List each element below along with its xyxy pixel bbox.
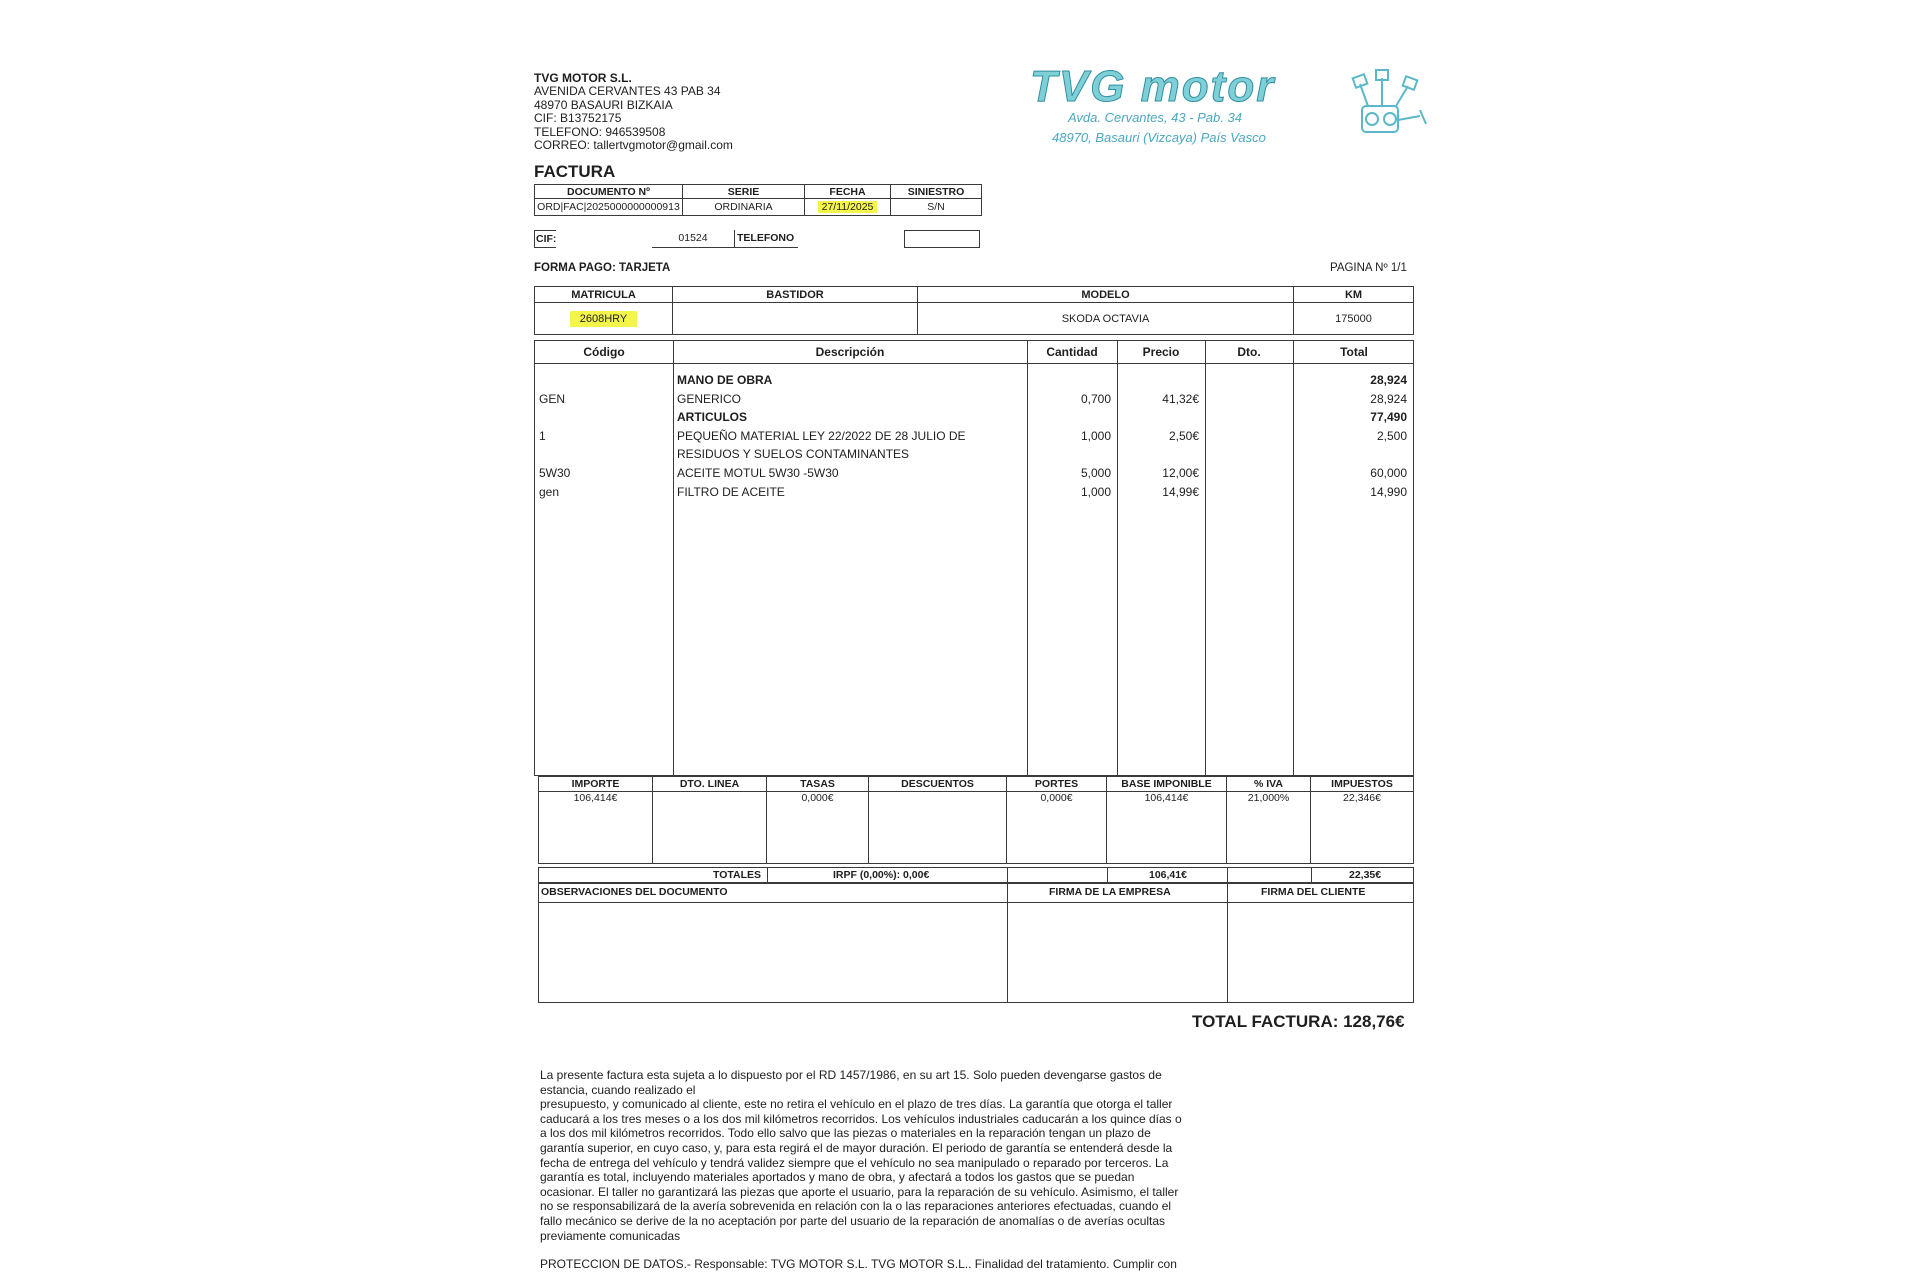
header-serie: SERIE (683, 185, 805, 199)
importe-value: 106,414€ (539, 792, 653, 864)
header-impuestos: IMPUESTOS (1311, 777, 1414, 792)
company-email: CORREO: tallertvgmotor@gmail.com (534, 138, 733, 153)
totales-row (538, 867, 1414, 883)
line-descripcion: GENERICO (677, 391, 742, 406)
legal-line: garantía es total, incluyendo materiales aportados y mano de obra, y afectará a todos los gastos que se puedan (540, 1170, 1135, 1185)
header-codigo: Código (583, 345, 625, 359)
firma-empresa-label: FIRMA DE LA EMPRESA (1049, 886, 1171, 898)
descuentos-value (869, 792, 1007, 864)
legal-line: fecha de entrega del vehículo y tendrá validez siempre que el vehículo no sea manipulado o reparado por terceros. La (540, 1155, 1169, 1170)
line-cantidad: 1,000 (1080, 428, 1111, 443)
logo-brand: TVG motor (1030, 62, 1276, 111)
legal-line: ocasionar. El taller no garantizará las piezas que aporte el usuario, para la reparación de su vehículo. Asimismo, el taller (540, 1184, 1179, 1199)
telefono-label: TELEFONO (734, 230, 798, 248)
siniestro-value: S/N (891, 199, 982, 216)
header-descuentos: DESCUENTOS (869, 777, 1007, 792)
line-total: 28,924 (1370, 391, 1407, 406)
legal-line: a los dos mil kilómetros recorridos. Todo ello salvo que las piezas o materiales en la reparación tengan un plazo de (540, 1126, 1151, 1141)
header-descripcion: Descripción (815, 345, 885, 359)
line-descripcion: ACEITE MOTUL 5W30 -5W30 (677, 466, 839, 480)
irpf-label: IRPF (0,00%): 0,00€ (833, 869, 930, 881)
line-codigo: gen (539, 484, 560, 499)
line-descripcion: MANO DE OBRA (677, 373, 773, 387)
totales-label: TOTALES (713, 869, 762, 881)
matricula-cell (535, 303, 673, 335)
totals-table (538, 776, 1414, 864)
company-phone: TELEFONO: 946539508 (534, 124, 666, 139)
firma-cliente-label: FIRMA DEL CLIENTE (1261, 886, 1366, 898)
line-total: 28,924 (1370, 373, 1407, 387)
telefono-value (904, 230, 980, 248)
dto-linea-value (653, 792, 767, 864)
page-number: PAGINA Nº 1/1 (1330, 262, 1407, 274)
legal-line: garantía superior, en cuyo caso, y, para esta regirá el de mayor duración. El periodo de garantía se entenderá desde la (540, 1140, 1173, 1155)
engine-icon (1342, 68, 1432, 148)
line-descripcion: RESIDUOS Y SUELOS CONTAMINANTES (677, 447, 910, 462)
line-item-row (535, 483, 1413, 501)
company-name: TVG MOTOR S.L. (534, 71, 632, 85)
cif-label: CIF: (534, 230, 556, 248)
line-cantidad: 5,000 (1080, 466, 1111, 480)
observations-signature-box (538, 883, 1414, 1003)
line-codigo: 1 (539, 428, 546, 443)
legal-line: La presente factura esta sujeta a lo dispuesto por el RD 1457/1986, en su art 15. Solo pueden devengarse gastos de (540, 1068, 1162, 1082)
line-descripcion: FILTRO DE ACEITE (677, 484, 785, 499)
header-base-imponible: BASE IMPONIBLE (1107, 777, 1227, 792)
line-total: 60,000 (1370, 466, 1407, 480)
document-info-table (534, 184, 982, 216)
line-descripcion: PEQUEÑO MATERIAL LEY 22/2022 DE 28 JULIO DE (677, 428, 966, 443)
header-dto-linea: DTO. LINEA (653, 777, 767, 792)
line-precio: 2,50€ (1168, 428, 1199, 443)
line-items-table (534, 340, 1414, 776)
line-item-row (535, 371, 1413, 389)
legal-terms (540, 1068, 1240, 1243)
data-protection-notice: PROTECCION DE DATOS.- Responsable: TVG MOTOR S.L. TVG MOTOR S.L.. Finalidad del tratamiento. Cumplir con (540, 1257, 1177, 1271)
header-precio: Precio (1142, 345, 1180, 359)
iva-value: 21,000% (1227, 792, 1311, 864)
logo-address-1: Avda. Cervantes, 43 - Pab. 34 (1068, 110, 1242, 125)
company-address: AVENIDA CERVANTES 43 PAB 34 (534, 84, 721, 99)
line-cantidad: 0,700 (1080, 391, 1111, 406)
company-cif: CIF: B13752175 (534, 111, 622, 126)
line-total: 14,990 (1370, 484, 1407, 499)
forma-pago: FORMA PAGO: TARJETA (534, 262, 671, 274)
line-cantidad: 1,000 (1080, 484, 1111, 499)
line-item-row (535, 408, 1413, 426)
line-precio: 14,99€ (1162, 484, 1199, 499)
header-total: Total (1340, 345, 1368, 359)
logo-address-2: 48970, Basauri (Vizcaya) País Vasco (1052, 130, 1266, 145)
header-iva: % IVA (1227, 777, 1311, 792)
modelo-value: SKODA OCTAVIA (918, 303, 1294, 335)
header-siniestro: SINIESTRO (891, 185, 982, 199)
base-total: 106,41€ (1149, 869, 1187, 881)
km-value: 175000 (1294, 303, 1414, 335)
line-item-row (535, 464, 1413, 482)
company-info (534, 72, 733, 152)
header-documento: DOCUMENTO Nº (535, 185, 683, 199)
legal-line: fallo mecánico se derive de la no aceptación por parte del usuario de la reparación de anomalías o de averías ocultas (540, 1213, 1166, 1228)
legal-line: no se responsabilizará de la avería sobrevenida en relación con la o las reparaciones anteriores efectuadas, cuando el (540, 1199, 1172, 1214)
line-total: 2,500 (1376, 428, 1407, 443)
matricula-value: 2608HRY (570, 311, 638, 327)
company-logo (1030, 58, 1410, 158)
header-dto: Dto. (1237, 345, 1261, 359)
header-portes: PORTES (1007, 777, 1107, 792)
impuestos-total: 22,35€ (1349, 869, 1382, 881)
line-descripcion: ARTICULOS (677, 410, 747, 425)
header-tasas: TASAS (767, 777, 869, 792)
header-fecha: FECHA (805, 185, 891, 199)
tasas-value: 0,000€ (767, 792, 869, 864)
observaciones-label: OBSERVACIONES DEL DOCUMENTO (541, 886, 728, 898)
documento-number: ORD|FAC|2025000000000913 (535, 199, 683, 216)
line-codigo: GEN (539, 391, 566, 406)
company-city: 48970 BASAURI BIZKAIA (534, 97, 673, 112)
header-modelo: MODELO (918, 287, 1294, 303)
line-item-row (535, 445, 1413, 463)
fecha-value: 27/11/2025 (818, 201, 878, 213)
base-imponible-value: 106,414€ (1107, 792, 1227, 864)
impuestos-value: 22,346€ (1311, 792, 1414, 864)
document-title: FACTURA (534, 162, 616, 181)
legal-line: presupuesto, y comunicado al cliente, este no retira el vehículo en el plazo de tres días. La garantía que otorga el taller (540, 1097, 1173, 1112)
line-total: 77,490 (1370, 410, 1407, 425)
line-codigo: 5W30 (539, 466, 571, 480)
line-precio: 41,32€ (1162, 391, 1199, 406)
header-importe: IMPORTE (539, 777, 653, 792)
vehicle-table (534, 286, 1414, 335)
bastidor-value (673, 303, 918, 335)
cif-value: 01524 (652, 230, 734, 248)
header-bastidor: BASTIDOR (673, 287, 918, 303)
total-factura: TOTAL FACTURA: 128,76€ (1192, 1012, 1405, 1031)
legal-line: estancia, cuando realizado el (540, 1082, 696, 1097)
header-matricula: MATRICULA (535, 287, 673, 303)
line-precio: 12,00€ (1162, 466, 1199, 480)
legal-line: previamente comunicadas (540, 1228, 681, 1243)
line-item-row (535, 427, 1413, 445)
header-km: KM (1294, 287, 1414, 303)
irpf-value (833, 869, 929, 881)
portes-value: 0,000€ (1007, 792, 1107, 864)
serie-value: ORDINARIA (683, 199, 805, 216)
header-cantidad: Cantidad (1046, 345, 1098, 359)
fecha-cell (805, 199, 891, 216)
line-item-row (535, 390, 1413, 408)
legal-line: caducará a los tres meses o a los dos mil kilómetros recorridos. Los vehículos industriales caducarán a los quince días o (540, 1111, 1182, 1126)
